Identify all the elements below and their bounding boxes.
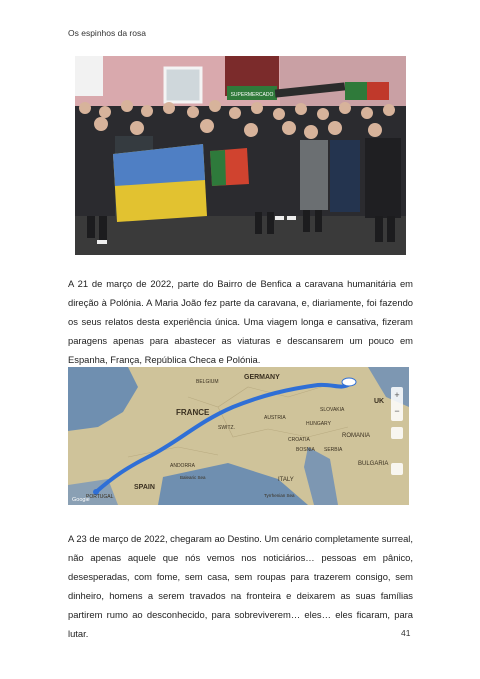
zoom-in-button[interactable]: + <box>394 390 400 400</box>
label-france: FRANCE <box>176 408 210 417</box>
label-austria: AUSTRIA <box>264 415 286 421</box>
google-watermark: Google <box>72 497 90 503</box>
label-romania: ROMANIA <box>342 433 371 439</box>
page-number: 41 <box>401 628 411 638</box>
label-uk-partial: UK <box>374 398 385 405</box>
label-italy: ITALY <box>278 477 294 483</box>
label-serbia: SERBIA <box>324 447 343 453</box>
label-germany: GERMANY <box>244 374 280 381</box>
label-portugal: PORTUGAL <box>86 494 114 500</box>
paragraph-caravan-departure: A 21 de março de 2022, parte do Bairro de Benfica a caravana humanitária em direção à Polónia. A Maria João fez parte da caravana, e, diariamente, foi fazendo os seus relatos desta experiência única. Uma viagem longa e cansativa, fizeram paragens apenas para abastecer as viaturas e descansarem um pouco em Espanha, França, República Checa e Polónia. <box>68 278 413 366</box>
label-bosnia: BOSNIA <box>296 447 315 453</box>
label-spain: SPAIN <box>134 484 155 491</box>
group-photo <box>75 56 406 255</box>
store-sign: SUPERMERCADO <box>230 92 274 98</box>
label-balearic: Balearic Sea <box>180 475 206 480</box>
label-tyrrhenian: Tyrrhenian Sea <box>264 493 295 498</box>
zoom-out-button[interactable]: − <box>394 406 400 416</box>
label-switzerland: SWITZ. <box>218 425 235 431</box>
label-hungary: HUNGARY <box>306 421 331 427</box>
route-map <box>68 367 409 505</box>
layers-icon[interactable] <box>391 463 403 475</box>
label-andorra: ANDORRA <box>170 463 196 469</box>
running-header: Os espinhos da rosa <box>68 28 146 38</box>
paragraph-arrival: A 23 de março de 2022, chegaram ao Destino. Um cenário completamente surreal, não apenas aquele que nós vemos nos noticiários… pessoas em pânico, desesperadas, com fome, sem casa, sem roupas para trazerem consigo, sem dinheiro, homens a serem travados na fronteira e deixarem as suas famílias partirem rumo ao desconhecido, para sobreviverem… eles… eles ficaram, para lutar. <box>68 533 413 640</box>
locate-icon[interactable] <box>391 427 403 439</box>
map-zoom-controls[interactable] <box>391 387 403 421</box>
label-slovakia: SLOVAKIA <box>320 407 345 413</box>
label-bulgaria: BULGARIA <box>358 461 389 467</box>
label-croatia: CROATIA <box>288 437 310 443</box>
label-belgium: BELGIUM <box>196 379 219 385</box>
